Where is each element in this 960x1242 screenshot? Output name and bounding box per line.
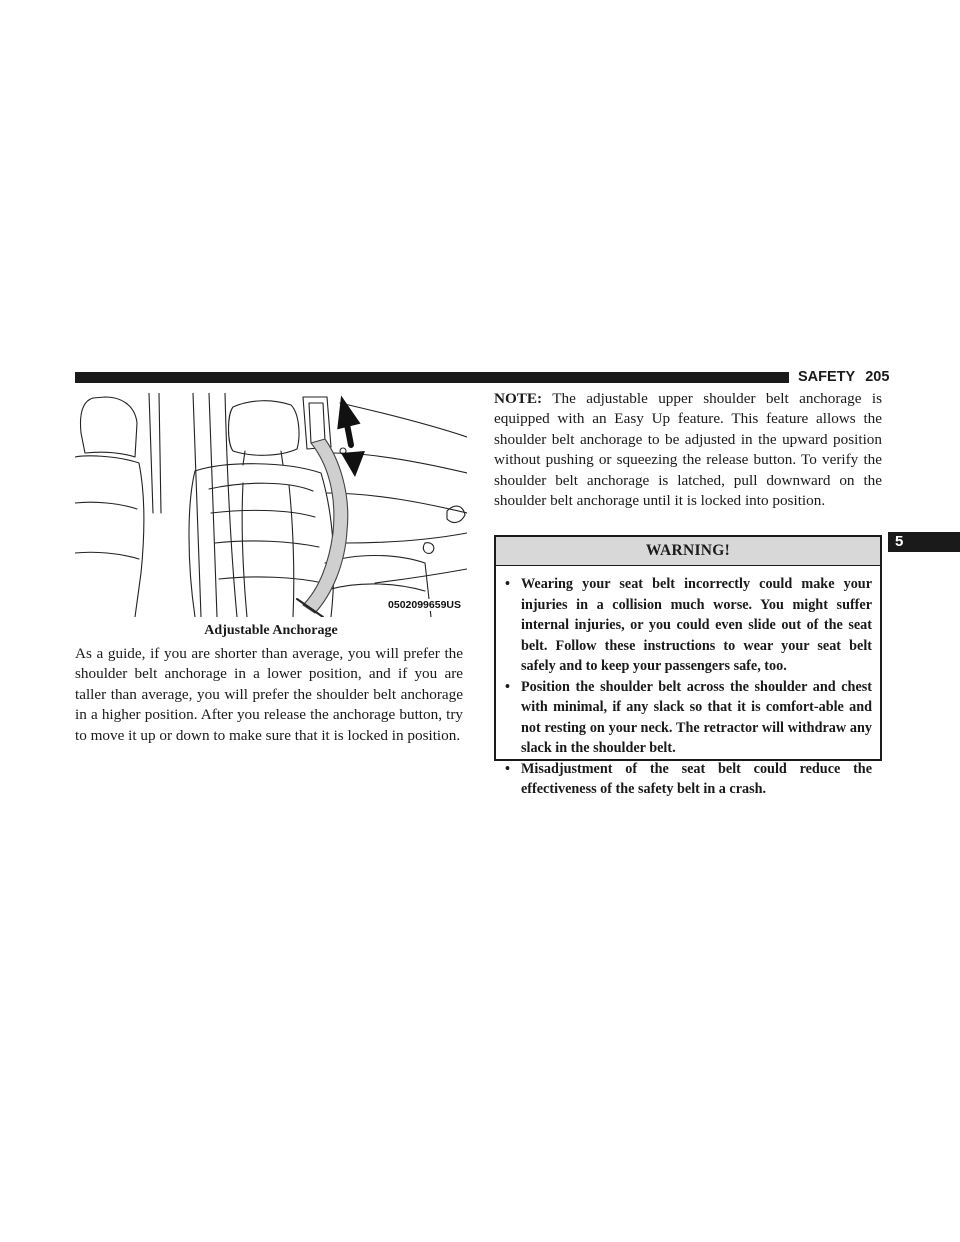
warning-item: • Misadjustment of the seat belt could reduce the effectiveness of the safety belt in a crash. (504, 759, 872, 800)
warning-box (494, 535, 882, 797)
warning-list (496, 566, 880, 800)
running-header (798, 367, 889, 387)
header-rule (75, 372, 789, 383)
note-paragraph (494, 389, 882, 511)
note-text: The adjustable upper shoulder belt anchorage is equipped with an Easy Up feature. This feature allows the shoulder belt anchorage to be adjusted in the upward position without pushing or squeezing the release button. To verify the shoulder belt anchorage is latched, pull downward on the shoulder belt anchorage until it is locked into position. (494, 390, 882, 510)
chapter-tab: 5 (888, 532, 960, 552)
warning-item: • Wearing your seat belt incorrectly could make your injuries in a collision much worse. You might suffer internal injuries, or you could even slide out of the seat belt. Follow these instructions to wear your seat belt safely and to keep your passengers safe, too. (504, 574, 872, 677)
note-label: NOTE: (494, 390, 543, 407)
figure-caption: Adjustable Anchorage (204, 623, 338, 638)
section-title: SAFETY (798, 369, 856, 385)
warning-item: • Position the shoulder belt across the shoulder and chest with minimal, if any slack so that it is comfort-able and not resting on your neck. The retractor will withdraw any slack in the shoulder belt. (504, 677, 872, 759)
anchorage-guide-paragraph: As a guide, if you are shorter than average, you will prefer the shoulder belt anchorage in a lower position, and if you are taller than average, you will prefer the shoulder belt anchorage in a higher position. After you release the anchorage button, try to move it up or down to make sure that it is locked in position. (75, 645, 463, 744)
figure-code: 0502099659US (388, 599, 461, 611)
warning-title: WARNING! (496, 537, 880, 566)
page-number: 205 (865, 369, 890, 385)
adjustable-anchorage-illustration (75, 393, 467, 617)
